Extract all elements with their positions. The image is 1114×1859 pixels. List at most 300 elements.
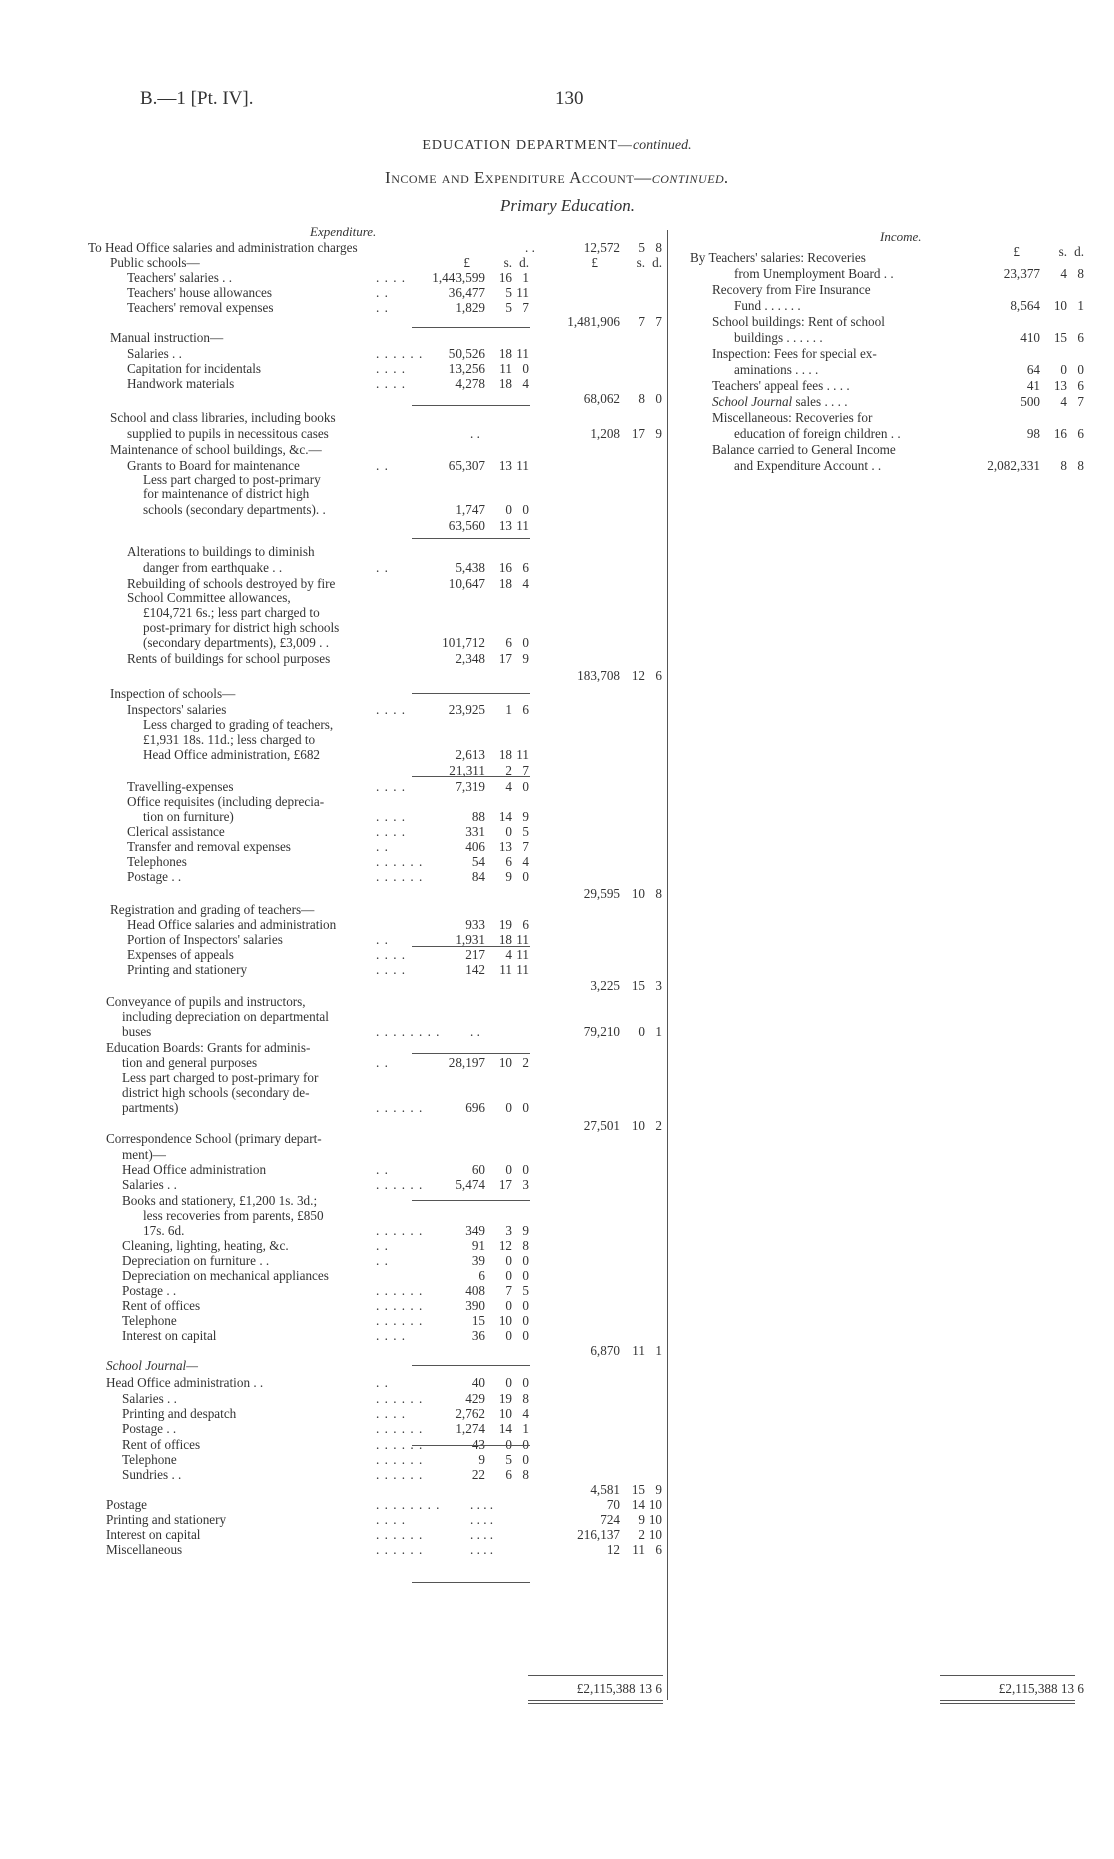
expenditure-row xyxy=(0,1253,1114,1269)
amount-shillings: 18 xyxy=(498,576,512,591)
expenditure-row xyxy=(0,1208,1114,1224)
amount-shillings: 11 xyxy=(499,962,512,977)
amount-shillings: 0 xyxy=(505,1253,512,1268)
expenditure-item: Printing and stationery xyxy=(106,1512,227,1527)
expenditure-row xyxy=(0,839,1114,855)
leader-dots: . . xyxy=(525,240,535,255)
pounds-header: £ xyxy=(1013,244,1020,259)
expenditure-item: Teachers' house allowances xyxy=(127,285,272,300)
amount-pence: 4 xyxy=(522,1406,529,1421)
amount-pence: 8 xyxy=(522,1467,529,1482)
expenditure-item: Teachers' removal expenses xyxy=(127,300,274,315)
amount-pounds: 2,762 xyxy=(455,1406,485,1421)
shillings-header: s. xyxy=(636,255,645,270)
amount-shillings: 10 xyxy=(498,1313,512,1328)
expenditure-row xyxy=(0,1527,1114,1543)
income-shillings: 13 xyxy=(1053,378,1067,393)
expenditure-item: Printing and despatch xyxy=(122,1406,237,1421)
subtotal-pence: 10 xyxy=(648,1527,662,1542)
expenditure-item: Transfer and removal expenses xyxy=(127,839,291,854)
amount-pounds: 142 xyxy=(465,962,485,977)
rule-line xyxy=(412,1582,530,1583)
expenditure-row xyxy=(0,1343,1114,1359)
expenditure-item: School and class libraries, including books xyxy=(110,410,336,425)
income-row xyxy=(0,426,1114,442)
income-item: Balance carried to General Income xyxy=(712,442,896,457)
document-code: B.—1 [Pt. IV]. xyxy=(140,88,254,109)
amount-pounds: 22 xyxy=(471,1467,485,1482)
rule-line xyxy=(412,776,530,777)
expenditure-item: Postage . . xyxy=(122,1283,177,1298)
expenditure-item: Head Office administration xyxy=(122,1162,267,1177)
expenditure-item: Travelling-expenses xyxy=(127,779,234,794)
leader-dots: . . . . . . xyxy=(376,1177,424,1192)
expenditure-row xyxy=(0,668,1114,684)
expenditure-row xyxy=(0,651,1114,667)
leader-dots: . . xyxy=(376,1238,389,1253)
amount-pounds: 390 xyxy=(465,1298,485,1313)
expenditure-item: Manual instruction— xyxy=(110,330,224,345)
amount-shillings: 5 xyxy=(505,1452,512,1467)
expenditure-item: Telephone xyxy=(122,1313,177,1328)
amount-shillings: 17 xyxy=(498,1177,512,1192)
expenditure-row xyxy=(0,902,1114,918)
amount-pence: 4 xyxy=(522,376,529,391)
amount-pounds: 10,647 xyxy=(448,576,485,591)
expenditure-row xyxy=(0,747,1114,763)
income-row xyxy=(0,378,1114,394)
expenditure-item: Rent of offices xyxy=(122,1437,201,1452)
amount-shillings: 18 xyxy=(498,346,512,361)
expenditure-row xyxy=(0,1147,1114,1163)
expenditure-item: Teachers' salaries . . xyxy=(127,270,233,285)
expenditure-row xyxy=(0,869,1114,885)
amount-pence: 0 xyxy=(522,361,529,376)
expenditure-item: Less charged to grading of teachers, xyxy=(143,717,334,732)
subtotal-shillings: 11 xyxy=(632,1542,645,1557)
expenditure-row xyxy=(0,1283,1114,1299)
amount-pence: 7 xyxy=(522,839,529,854)
income-pounds: 23,377 xyxy=(1003,266,1040,281)
amount-pence: 11 xyxy=(516,285,529,300)
income-pence: 6 xyxy=(1077,378,1084,393)
expenditure-row xyxy=(0,1437,1114,1453)
expenditure-row xyxy=(0,1055,1114,1071)
subtotal-pounds: 68,062 xyxy=(583,391,620,406)
amount-pence: 11 xyxy=(516,962,529,977)
leader-dots: . . . . xyxy=(376,361,407,376)
amount-shillings: 10 xyxy=(498,1406,512,1421)
total-double-rule xyxy=(528,1700,663,1704)
leader-dots: . . . . . . . . xyxy=(376,1024,441,1039)
income-shillings: 4 xyxy=(1060,394,1067,409)
shillings-header: s. xyxy=(503,255,512,270)
expenditure-item: Head Office salaries and administration xyxy=(127,917,337,932)
amount-pounds: 331 xyxy=(465,824,485,839)
amount-pence: 8 xyxy=(522,1391,529,1406)
income-row xyxy=(0,394,1114,410)
empty-marker: . . . . xyxy=(470,1527,494,1542)
expenditure-item: Rents of buildings for school purposes xyxy=(127,651,331,666)
leader-dots: . . . . xyxy=(376,1328,407,1343)
amount-pence: 11 xyxy=(516,458,529,473)
amount-pounds: 39 xyxy=(471,1253,485,1268)
subtotal-shillings: 17 xyxy=(631,426,645,441)
amount-shillings: 0 xyxy=(505,1328,512,1343)
expenditure-item: Sundries . . xyxy=(122,1467,182,1482)
amount-pence: 4 xyxy=(522,854,529,869)
amount-pence: 0 xyxy=(522,1313,529,1328)
expenditure-item: Salaries . . xyxy=(122,1391,177,1406)
income-pence: 7 xyxy=(1077,394,1084,409)
leader-dots: . . . . xyxy=(376,824,407,839)
amount-pence: 9 xyxy=(522,651,529,666)
income-shillings: 8 xyxy=(1060,458,1067,473)
expenditure-item: Expenses of appeals xyxy=(127,947,234,962)
empty-marker: . . . . xyxy=(470,1497,494,1512)
subtotal-pence: 1 xyxy=(655,1343,662,1358)
leader-dots: . . . . . . xyxy=(376,1223,424,1238)
expenditure-item: tion on furniture) xyxy=(143,809,234,824)
income-shillings: 16 xyxy=(1053,426,1067,441)
amount-pounds: 5,474 xyxy=(455,1177,485,1192)
expenditure-item: Depreciation on mechanical appliances xyxy=(122,1268,329,1283)
amount-pence: 3 xyxy=(522,1177,529,1192)
amount-pence: 1 xyxy=(522,1421,529,1436)
amount-pounds: 2,613 xyxy=(455,747,485,762)
amount-pounds: 9 xyxy=(478,1452,485,1467)
subtotal-shillings: 10 xyxy=(631,1118,645,1133)
expenditure-item: Office requisites (including deprecia- xyxy=(127,794,325,809)
leader-dots: . . xyxy=(376,285,389,300)
amount-pence: 0 xyxy=(522,1162,529,1177)
rule-line xyxy=(412,1053,530,1054)
subtotal-shillings: 12 xyxy=(631,668,645,683)
income-item: Miscellaneous: Recoveries for xyxy=(712,410,873,425)
amount-shillings: 1 xyxy=(505,702,512,717)
expenditure-item: Printing and stationery xyxy=(127,962,248,977)
amount-shillings: 6 xyxy=(505,854,512,869)
income-item: education of foreign children . . xyxy=(734,426,901,441)
expenditure-item: Salaries . . xyxy=(127,346,182,361)
expenditure-item: £1,931 18s. 11d.; less charged to xyxy=(143,732,316,747)
expenditure-row xyxy=(0,1162,1114,1178)
expenditure-item: Telephone xyxy=(122,1452,177,1467)
leader-dots: . . . . . . xyxy=(376,1283,424,1298)
subtotal-pence: 6 xyxy=(655,1542,662,1557)
amount-shillings: 4 xyxy=(505,947,512,962)
department-suffix: continued. xyxy=(632,138,692,153)
expenditure-row xyxy=(0,978,1114,994)
subtotal-pence: 10 xyxy=(648,1512,662,1527)
amount-pounds: 6 xyxy=(478,1268,485,1283)
leader-dots: . . xyxy=(376,1162,389,1177)
income-item: School buildings: Rent of school xyxy=(712,314,885,329)
leader-dots: . . . . . . xyxy=(376,854,424,869)
amount-shillings: 0 xyxy=(505,1162,512,1177)
expenditure-row xyxy=(0,702,1114,718)
expenditure-item: School Committee allowances, xyxy=(127,590,291,605)
expenditure-row xyxy=(0,1238,1114,1254)
income-pounds: 98 xyxy=(1026,426,1040,441)
amount-pounds: 23,925 xyxy=(448,702,485,717)
expenditure-row xyxy=(0,932,1114,948)
income-pence: 8 xyxy=(1077,266,1084,281)
subtotal-shillings: 0 xyxy=(638,1024,645,1039)
expenditure-row xyxy=(0,502,1114,518)
income-pounds: 8,564 xyxy=(1010,298,1040,313)
rule-line xyxy=(412,1365,530,1366)
income-row xyxy=(0,266,1114,282)
rule-line xyxy=(412,538,530,539)
expenditure-item: Education Boards: Grants for adminis- xyxy=(106,1040,311,1055)
leader-dots: . . xyxy=(376,560,389,575)
expenditure-item: Interest on capital xyxy=(122,1328,217,1343)
amount-pounds: 406 xyxy=(465,839,485,854)
leader-dots: . . . . xyxy=(376,947,407,962)
expenditure-item: Registration and grading of teachers— xyxy=(110,902,315,917)
expenditure-row xyxy=(0,962,1114,978)
amount-shillings: 18 xyxy=(498,747,512,762)
amount-pounds: 1,274 xyxy=(455,1421,485,1436)
amount-pence: 9 xyxy=(522,1223,529,1238)
subtotal-shillings: 8 xyxy=(638,391,645,406)
rule-line xyxy=(412,1445,530,1446)
amount-shillings: 18 xyxy=(498,932,512,947)
leader-dots: . . xyxy=(376,300,389,315)
expenditure-item: Alterations to buildings to diminish xyxy=(127,544,315,559)
amount-pence: 4 xyxy=(522,576,529,591)
income-row xyxy=(0,282,1114,298)
amount-pounds: 2,348 xyxy=(455,651,485,666)
leader-dots: . . . . . . xyxy=(376,1298,424,1313)
amount-pounds: 1,829 xyxy=(455,300,485,315)
expenditure-item: 17s. 6d. xyxy=(143,1223,185,1238)
amount-shillings: 14 xyxy=(498,1421,512,1436)
income-item: and Expenditure Account . . xyxy=(734,458,882,473)
amount-pounds: 43 xyxy=(471,1437,485,1452)
amount-pence: 11 xyxy=(516,947,529,962)
amount-shillings: 0 xyxy=(505,824,512,839)
subtotal-pence: 10 xyxy=(648,1497,662,1512)
amount-pounds: 5,438 xyxy=(455,560,485,575)
income-row xyxy=(0,346,1114,362)
amount-shillings: 12 xyxy=(498,1238,512,1253)
subtotal-pounds: 4,581 xyxy=(590,1482,620,1497)
amount-shillings: 18 xyxy=(498,376,512,391)
subtotal-shillings: 9 xyxy=(638,1512,645,1527)
expenditure-total: £2,115,388 13 6 xyxy=(576,1681,662,1696)
expenditure-item: Less part charged to post-primary for xyxy=(122,1070,319,1085)
expenditure-item: district high schools (secondary de- xyxy=(122,1085,310,1100)
expenditure-row xyxy=(0,1512,1114,1528)
amount-pence: 0 xyxy=(522,1253,529,1268)
expenditure-row xyxy=(0,1070,1114,1086)
expenditure-item: To Head Office salaries and administration charges xyxy=(88,240,358,255)
expenditure-item: buses xyxy=(122,1024,152,1039)
total-double-rule xyxy=(940,1700,1075,1704)
income-row xyxy=(0,442,1114,458)
income-row xyxy=(0,458,1114,474)
amount-pence: 0 xyxy=(522,1328,529,1343)
expenditure-item: less recoveries from parents, £850 xyxy=(143,1208,324,1223)
subtotal-shillings: 7 xyxy=(638,314,645,329)
amount-pounds: 60 xyxy=(471,1162,485,1177)
subtotal-pounds: 27,501 xyxy=(583,1118,620,1133)
amount-pounds: 36,477 xyxy=(448,285,485,300)
amount-pounds: 1,747 xyxy=(455,502,485,517)
leader-dots: . . . . xyxy=(376,376,407,391)
amount-pence: 2 xyxy=(522,1055,529,1070)
amount-pounds: 217 xyxy=(465,947,485,962)
amount-pence: 0 xyxy=(522,1452,529,1467)
amount-pounds: 13,256 xyxy=(448,361,485,376)
income-row xyxy=(0,410,1114,426)
expenditure-row xyxy=(0,763,1114,779)
amount-shillings: 5 xyxy=(505,300,512,315)
expenditure-item: Postage . . xyxy=(127,869,182,884)
amount-pounds: 408 xyxy=(465,1283,485,1298)
income-pence: 6 xyxy=(1077,426,1084,441)
empty-marker: . . . . xyxy=(470,1542,494,1557)
income-item: aminations . . . . xyxy=(734,362,819,377)
amount-pounds: 91 xyxy=(471,1238,485,1253)
expenditure-row xyxy=(0,1482,1114,1498)
subtotal-pounds: 3,225 xyxy=(590,978,620,993)
expenditure-row xyxy=(0,620,1114,636)
expenditure-row xyxy=(0,1452,1114,1468)
expenditure-row xyxy=(0,486,1114,502)
subtotal-pence: 8 xyxy=(655,240,662,255)
expenditure-item: Grants to Board for maintenance xyxy=(127,458,300,473)
income-item: Inspection: Fees for special ex- xyxy=(712,346,877,361)
empty-marker: . . . . xyxy=(470,1512,494,1527)
amount-pence: 11 xyxy=(516,747,529,762)
leader-dots: . . xyxy=(376,458,389,473)
amount-pounds: 1,443,599 xyxy=(432,270,485,285)
expenditure-item: Capitation for incidentals xyxy=(127,361,262,376)
leader-dots: . . xyxy=(376,1375,389,1390)
amount-pence: 8 xyxy=(522,1238,529,1253)
expenditure-row xyxy=(0,1193,1114,1209)
expenditure-row xyxy=(0,1040,1114,1056)
leader-dots: . . xyxy=(376,1253,389,1268)
income-shillings: 15 xyxy=(1053,330,1067,345)
expenditure-row xyxy=(0,1358,1114,1374)
expenditure-item: Miscellaneous xyxy=(106,1542,183,1557)
income-item: By Teachers' salaries: Recoveries xyxy=(690,250,866,265)
expenditure-row xyxy=(0,1268,1114,1284)
empty-marker: . . xyxy=(470,426,480,441)
expenditure-item: School Journal— xyxy=(106,1358,198,1373)
rule-line xyxy=(412,1200,530,1201)
expenditure-item: Postage xyxy=(106,1497,148,1512)
amount-shillings: 13 xyxy=(498,518,512,533)
amount-pence: 6 xyxy=(522,917,529,932)
amount-pence: 7 xyxy=(522,763,529,778)
amount-shillings: 14 xyxy=(498,809,512,824)
expenditure-row xyxy=(0,635,1114,651)
amount-shillings: 0 xyxy=(505,1100,512,1115)
leader-dots: . . . . . . xyxy=(376,1527,424,1542)
leader-dots: . . xyxy=(376,839,389,854)
amount-shillings: 0 xyxy=(505,1298,512,1313)
amount-pounds: 349 xyxy=(465,1223,485,1238)
expenditure-item: Inspectors' salaries xyxy=(127,702,227,717)
expenditure-row xyxy=(0,1085,1114,1101)
amount-pence: 7 xyxy=(522,300,529,315)
income-item: from Unemployment Board . . xyxy=(734,266,894,281)
income-pounds: 410 xyxy=(1020,330,1040,345)
pence-header: d. xyxy=(519,255,529,270)
income-item: buildings . . . . . . xyxy=(734,330,823,345)
leader-dots: . . . . xyxy=(376,270,407,285)
amount-shillings: 19 xyxy=(498,1391,512,1406)
expenditure-item: including depreciation on departmental xyxy=(122,1009,329,1024)
leader-dots: . . . . . . . . xyxy=(376,1497,441,1512)
expenditure-item: schools (secondary departments). . xyxy=(143,502,326,517)
income-pounds: 64 xyxy=(1026,362,1040,377)
leader-dots: . . . . xyxy=(376,1512,407,1527)
amount-shillings: 4 xyxy=(505,779,512,794)
amount-pounds: 933 xyxy=(465,917,485,932)
expenditure-row xyxy=(0,1298,1114,1314)
expenditure-row xyxy=(0,1391,1114,1407)
amount-pence: 0 xyxy=(522,869,529,884)
amount-pounds: 7,319 xyxy=(455,779,485,794)
amount-shillings: 13 xyxy=(498,839,512,854)
amount-pounds: 1,931 xyxy=(455,932,485,947)
expenditure-item: danger from earthquake . . xyxy=(143,560,283,575)
subtotal-shillings: 15 xyxy=(631,978,645,993)
amount-pence: 1 xyxy=(522,270,529,285)
subtotal-pence: 2 xyxy=(655,1118,662,1133)
expenditure-item: supplied to pupils in necessitous cases xyxy=(127,426,329,441)
expenditure-item: Head Office administration, £682 xyxy=(143,747,321,762)
account-name: Income and Expenditure Account— xyxy=(385,168,652,187)
expenditure-row xyxy=(0,1024,1114,1040)
expenditure-item: Head Office administration . . xyxy=(106,1375,264,1390)
expenditure-row xyxy=(0,1497,1114,1513)
expenditure-heading: Expenditure. xyxy=(310,224,377,239)
amount-pounds: 15 xyxy=(471,1313,485,1328)
income-row xyxy=(0,330,1114,346)
amount-pounds: 101,712 xyxy=(442,635,485,650)
amount-shillings: 2 xyxy=(505,763,512,778)
expenditure-row xyxy=(0,732,1114,748)
rule-line xyxy=(412,946,530,947)
expenditure-row xyxy=(0,1313,1114,1329)
expenditure-row xyxy=(0,1177,1114,1193)
income-item: School Journal sales . . . . xyxy=(712,394,848,409)
expenditure-item: tion and general purposes xyxy=(122,1055,258,1070)
expenditure-item: Rebuilding of schools destroyed by fire xyxy=(127,576,336,591)
expenditure-item: Correspondence School (primary depart- xyxy=(106,1131,322,1146)
income-pounds: 500 xyxy=(1020,394,1040,409)
leader-dots: . . . . xyxy=(376,962,407,977)
amount-pounds: 54 xyxy=(471,854,485,869)
expenditure-item: Clerical assistance xyxy=(127,824,225,839)
income-row xyxy=(0,314,1114,330)
amount-pence: 0 xyxy=(522,1268,529,1283)
expenditure-item: Rent of offices xyxy=(122,1298,201,1313)
subtotal-pence: 3 xyxy=(655,978,662,993)
amount-pence: 11 xyxy=(516,932,529,947)
income-item: Fund . . . . . . xyxy=(734,298,801,313)
amount-pence: 0 xyxy=(522,1100,529,1115)
subtotal-pounds: 12 xyxy=(606,1542,620,1557)
expenditure-item: Inspection of schools— xyxy=(110,686,236,701)
